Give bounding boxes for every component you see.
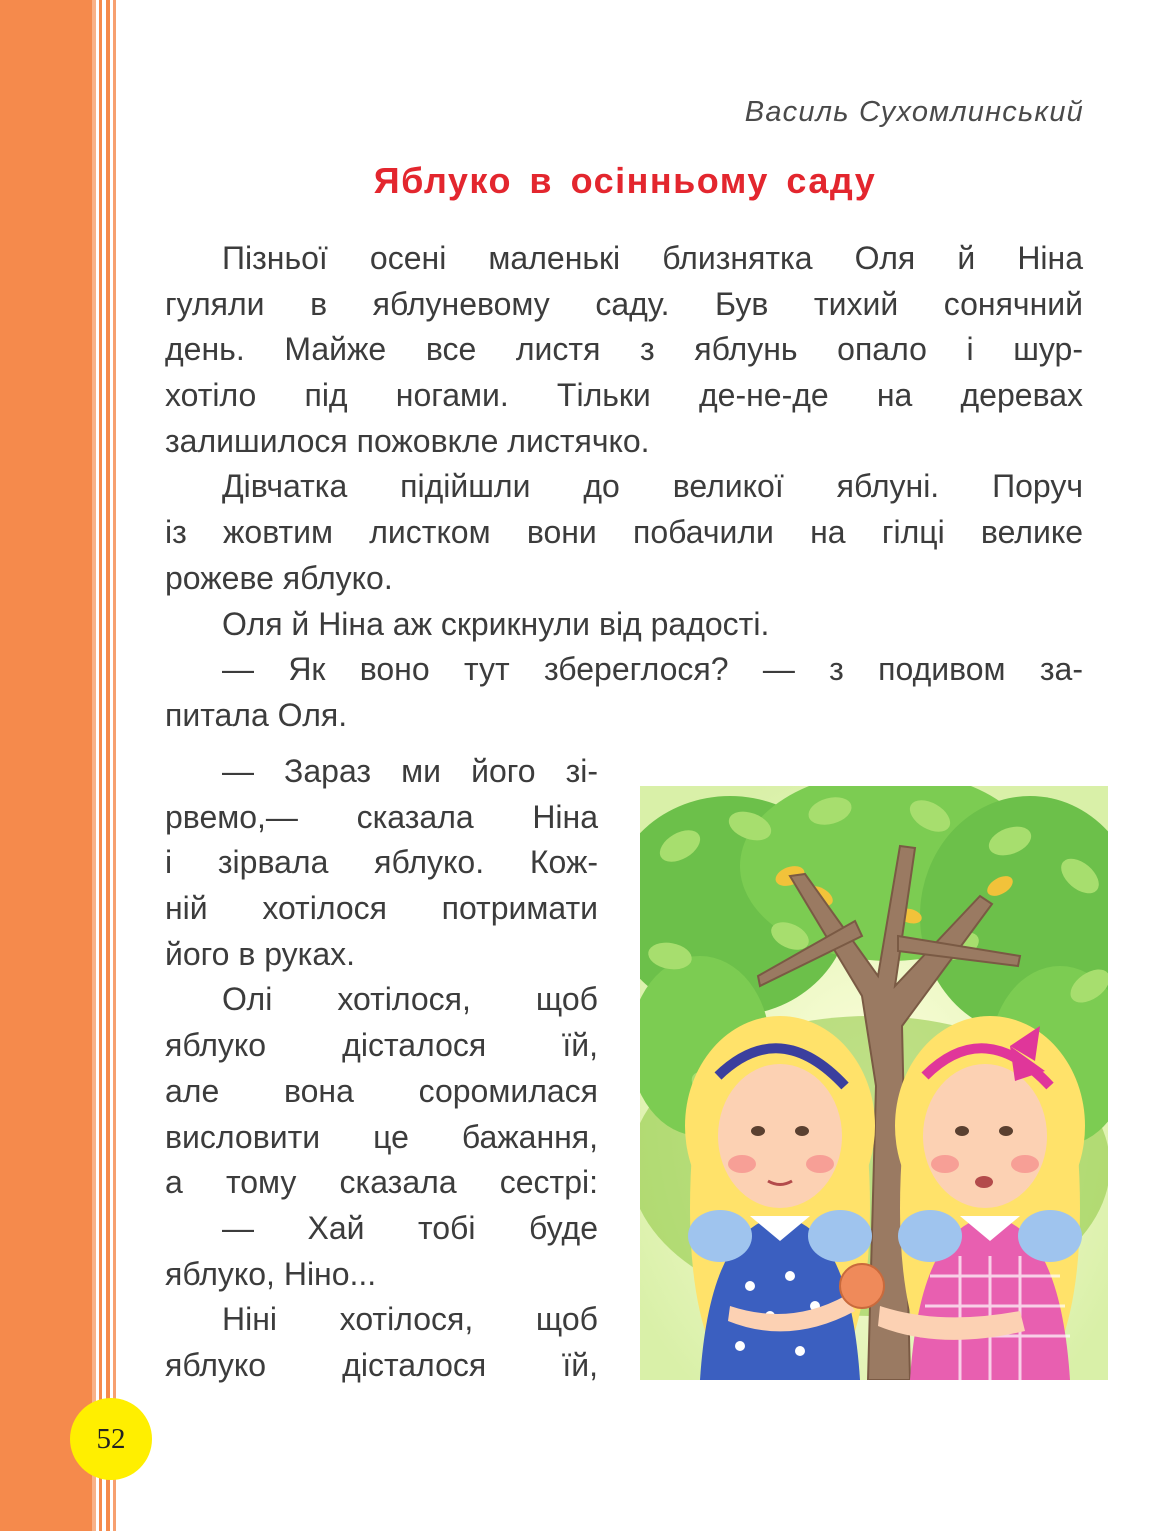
page-number-badge	[70, 1398, 152, 1480]
text-line: — Хай тобі буде	[222, 1209, 598, 1246]
text-line: гуляли в яблуневому саду. Був тихий сонячний	[165, 285, 1083, 322]
text-line: але вона соромилася	[165, 1072, 598, 1109]
text-line: із жовтим листком вони побачили на гілці велике	[165, 514, 1083, 551]
girl-right	[878, 1016, 1085, 1380]
text-line: і зірвала яблуко. Кож-	[165, 844, 598, 881]
text-line: питала Оля.	[165, 696, 348, 733]
sidebar-stripe	[99, 0, 102, 1531]
text-line: яблуко дісталося їй,	[165, 1346, 598, 1383]
text-line: — Зараз ми його зі-	[222, 753, 598, 789]
text-line: Оля й Ніна аж скрикнули від радості.	[222, 605, 770, 642]
page-number: 52	[96, 1422, 126, 1455]
sidebar-stripe	[92, 0, 96, 1531]
sidebar-stripe	[106, 0, 110, 1531]
author-name: Василь Сухомлинський	[744, 96, 1084, 128]
story-text-full-width	[165, 236, 1083, 739]
story-title: Яблуко в осінньому саду	[373, 160, 877, 201]
text-line: Ніні хотілося, щоб	[222, 1301, 598, 1338]
text-line: хотіло під ногами. Тільки де-не-де на деревах	[165, 377, 1083, 414]
text-line: висловити це бажання,	[165, 1118, 598, 1155]
sidebar-stripe	[113, 0, 116, 1531]
apple	[840, 1264, 884, 1308]
text-line: — Як воно тут збереглося? — з подивом за-	[222, 651, 1083, 688]
story-text-column	[165, 749, 598, 1389]
text-line: Дівчатка підійшли до великої яблуні. Поруч	[222, 468, 1083, 505]
girl-left	[685, 1016, 875, 1380]
text-line: Пізньої осені маленькі близнятка Оля й Ніна	[222, 240, 1083, 276]
text-line: ній хотілося потримати	[165, 890, 598, 927]
twins-apple-tree-illustration	[640, 786, 1108, 1380]
text-line: яблуко дісталося їй,	[165, 1027, 598, 1064]
sidebar-orange-bar	[0, 0, 92, 1531]
text-line: Олі хотілося, щоб	[222, 981, 598, 1018]
text-line: рожеве яблуко.	[165, 559, 393, 596]
text-line: залишилося пожовкле листячко.	[165, 422, 650, 459]
text-line: день. Майже все листя з яблунь опало і шур-	[165, 331, 1083, 368]
text-line: яблуко, Ніно...	[165, 1255, 377, 1292]
text-line: рвемо,— сказала Ніна	[165, 798, 598, 835]
text-line: його в руках.	[165, 935, 356, 972]
text-line: а тому сказала сестрі:	[165, 1164, 598, 1201]
